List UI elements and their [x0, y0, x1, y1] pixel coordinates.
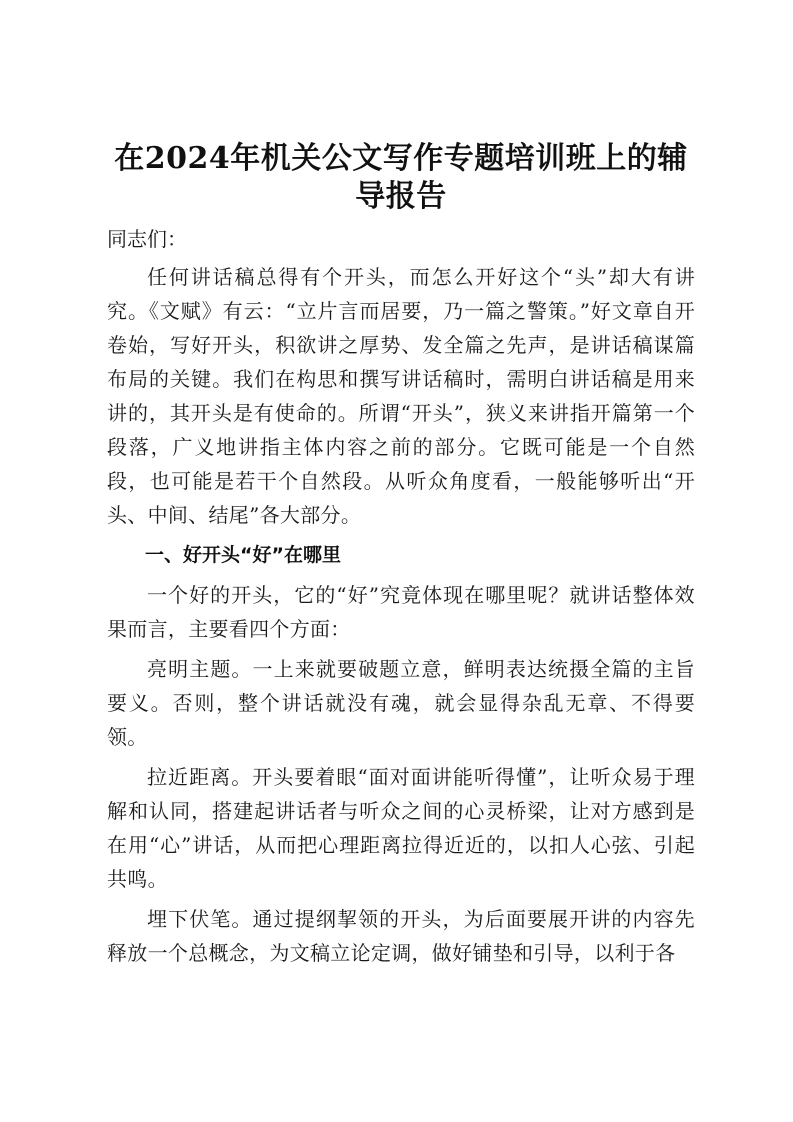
intro-paragraph: 任何讲话稿总得有个开头，而怎么开好这个“头”却大有讲究。《文赋》有云：“立片言而居要，乃一篇之警策。”好文章自开卷始，写好开头，积欲讲之厚势、发全篇之先声，是讲话稿谋篇布局的关键。我们在构思和撰写讲话稿时，需明白讲话稿是用来讲的，其开头是有使命的。所谓“开头”，狭义来讲指开篇第一个段落，广义地讲指主体内容之前的部分。它既可能是一个自然段，也可能是若干个自然段。从听众角度看，一般能够听出“开头、中间、结尾”各大部分。	[107, 265, 695, 527]
salutation: 同志们：	[107, 227, 187, 251]
document-body	[107, 140, 695, 970]
document-title: 在2024年机关公文写作专题培训班上的辅导报告	[114, 141, 688, 214]
section-paragraph-3: 拉近距离。开头要着眼“面对面讲能听得懂”，让听众易于理解和认同，搭建起讲话者与听众之间的心灵桥梁，让对方感到是在用“心”讲话，从而把心理距离拉得近近的，以扣人心弦、引起共鸣。	[107, 765, 695, 891]
section-paragraph-1: 一个好的开头，它的“好”究竟体现在哪里呢？就讲话整体效果而言，主要看四个方面：	[107, 583, 695, 641]
section-paragraph-2: 亮明主题。一上来就要破题立意，鲜明表达统摄全篇的主旨要义。否则，整个讲话就没有魂，就会显得杂乱无章、不得要领。	[107, 657, 695, 749]
section-paragraph-4: 埋下伏笔。通过提纲挈领的开头，为后面要展开讲的内容先释放一个总概念，为文稿立论定调，做好铺垫和引导，以利于各	[107, 907, 695, 965]
section-heading: 一、好开头“好”在哪里	[145, 544, 341, 566]
